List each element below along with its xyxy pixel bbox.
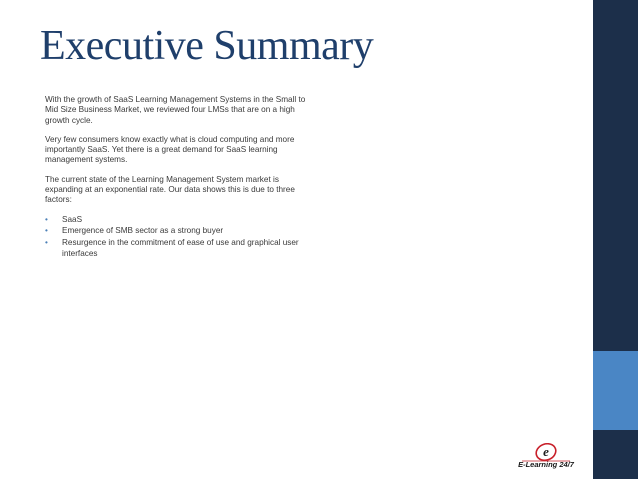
decorative-sidebar xyxy=(593,0,638,479)
slide-body xyxy=(45,95,310,260)
sidebar-accent-block xyxy=(593,351,638,430)
bullet-item xyxy=(45,215,310,225)
slide-title: Executive Summary xyxy=(40,23,374,69)
bullet-list xyxy=(45,215,310,259)
bullet-item xyxy=(45,238,310,259)
bullet-item xyxy=(45,226,310,236)
company-logo xyxy=(510,443,582,471)
paragraph-1: With the growth of SaaS Learning Management Systems in the Small to Mid Size Business Market, we reviewed four LMSs that are on a high growth cycle. xyxy=(45,95,306,125)
bullet-text: Emergence of SMB sector as a strong buyer xyxy=(62,226,224,236)
logo-text: E-Learning 24/7 xyxy=(518,460,574,469)
bullet-icon: • xyxy=(45,226,48,236)
bullet-text: Resurgence in the commitment of ease of use and graphical user interfaces xyxy=(62,238,299,258)
paragraph-3: The current state of the Learning Management System market is expanding at an exponential rate. Our data shows this is due to three factors: xyxy=(45,174,295,205)
logo-emblem-letter: e xyxy=(543,444,549,459)
bullet-icon: • xyxy=(45,214,48,224)
paragraph-2: Very few consumers know exactly what is cloud computing and more importantly SaaS. Yet there is a great demand for SaaS learning management systems. xyxy=(45,134,295,165)
bullet-icon: • xyxy=(45,238,48,248)
bullet-text: SaaS xyxy=(62,214,83,224)
